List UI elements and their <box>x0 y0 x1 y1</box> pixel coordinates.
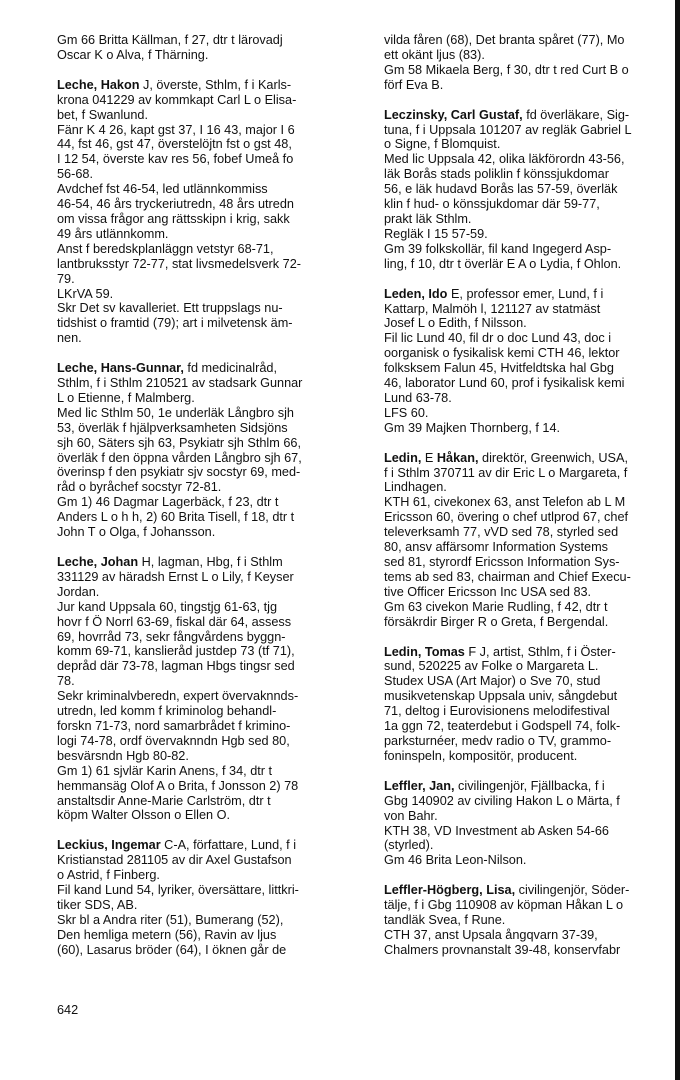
entry-line <box>57 674 355 689</box>
entry-line <box>57 301 355 316</box>
entry-line <box>57 197 355 212</box>
entry-text: LFS 60. <box>384 405 429 420</box>
entry-line <box>384 645 680 660</box>
biography-entry <box>384 779 680 868</box>
entry-line <box>57 719 355 734</box>
entry-line <box>57 704 355 719</box>
entry-text: KTH 38, VD Investment ab Asken 54-66 <box>384 823 609 838</box>
entry-text: H, lagman, Hbg, f i Sthlm <box>138 555 283 569</box>
entry-line <box>57 868 355 883</box>
entry-text: Gm 66 Britta Källman, f 27, dtr t lärovadj <box>57 33 283 47</box>
entry-line <box>384 928 680 943</box>
entry-line <box>57 495 355 510</box>
entry-line <box>384 137 680 152</box>
entry-text: Lindhagen. <box>384 480 447 495</box>
entry-text: Gm 1) 46 Dagmar Lagerbäck, f 23, dtr t <box>57 495 279 510</box>
entry-text: televerksamh 77, vVD sed 78, styrled sed <box>384 525 619 540</box>
entry-line <box>57 436 355 451</box>
entry-text: 46-54, 46 års tryckeriutredn, 48 års utredn <box>57 197 294 212</box>
entry-text: sed 81, styrordf Ericsson Information Sys- <box>384 555 620 569</box>
entry-text: F J, artist, Sthlm, f i Öster- <box>464 644 616 659</box>
entry-line <box>57 108 355 123</box>
scan-edge-shadow <box>675 0 680 1080</box>
entry-text: anstaltsdir Anne-Marie Carlström, dtr t <box>57 793 271 808</box>
entry-line <box>57 316 355 331</box>
entry-line <box>384 316 680 331</box>
entry-text: hemmansäg Olof A o Brita, f Jonsson 2) 78 <box>57 778 299 793</box>
entry-line <box>384 704 680 719</box>
entry-line <box>57 555 355 570</box>
entry-line <box>384 406 680 421</box>
entry-text: Chalmers provnanstalt 39-48, konservfabr <box>384 942 621 957</box>
entry-text: överläk f den öppna vården Långbro sjh 67, <box>57 450 302 465</box>
entry-headword: Leckius, Ingemar <box>57 838 161 853</box>
entry-text: Anders L o h h, 2) 60 Brita Tisell, f 18, dtr t <box>57 510 295 525</box>
entry-text: 49 års utlännkomm. <box>57 226 169 241</box>
entry-text: tiker SDS, AB. <box>57 897 138 912</box>
entry-headword: Leche, Hakon <box>57 77 140 92</box>
entry-line <box>384 376 680 391</box>
entry-text: 79. <box>57 271 75 286</box>
entry-line <box>384 809 680 824</box>
entry-text: vilda fåren (68), Det branta spåret (77), Mo <box>384 33 625 47</box>
entry-line <box>384 346 680 361</box>
entry-text: Sthlm, f i Sthlm 210521 av stadsark Gunnar <box>57 376 303 391</box>
entry-line <box>57 630 355 645</box>
entry-line <box>384 108 680 123</box>
entry-line <box>57 93 355 108</box>
entry-line <box>384 853 680 868</box>
entry-line <box>384 749 680 764</box>
entry-line <box>384 779 680 794</box>
entry-text: musikvetenskap Uppsala univ, sångdebut <box>384 689 618 704</box>
entry-line <box>57 167 355 182</box>
entry-line <box>57 376 355 391</box>
entry-headword: Leche, Johan <box>57 555 139 569</box>
entry-text: Skr bl a Andra riter (51), Bumerang (52), <box>57 912 284 927</box>
entry-text: 78. <box>57 674 75 689</box>
entry-text: forskn 71-73, nord samarbrådet f krimino- <box>57 718 291 733</box>
entry-text: E <box>421 450 437 465</box>
entry-line <box>57 510 355 525</box>
entry-text: ling, f 10, dtr t överlär E A o Lydia, f Ohlon. <box>384 256 622 271</box>
entry-line <box>384 540 680 555</box>
entry-text: 331129 av häradsh Ernst L o Lily, f Keyser <box>57 569 294 584</box>
entry-line <box>384 794 680 809</box>
entry-text: Oscar K o Alva, f Thärning. <box>57 47 209 62</box>
entry-line <box>57 525 355 540</box>
entry-text: 71, deltog i Eurovisionens melodifestival <box>384 704 610 719</box>
entry-line <box>57 152 355 167</box>
entry-text: tems ab sed 83, chairman and Chief Execu- <box>384 569 631 584</box>
entry-text: civilingenjör, Söder- <box>515 883 630 898</box>
entry-text: Lund 63-78. <box>384 390 452 405</box>
entry-text: logi 74-78, ordf övervaknndn Hgb sed 80, <box>57 733 290 748</box>
entry-line <box>57 853 355 868</box>
entry-line <box>57 794 355 809</box>
entry-text: Den hemliga metern (56), Ravin av ljus <box>57 927 277 942</box>
entry-line <box>384 615 680 630</box>
entry-text: KTH 61, civekonex 63, anst Telefon ab L M <box>384 495 626 510</box>
entry-line <box>57 600 355 615</box>
entry-text: Fänr K 4 26, kapt gst 37, I 16 43, major I 6 <box>57 122 295 137</box>
biography-entry <box>57 838 355 957</box>
entry-line <box>57 689 355 704</box>
entry-text: 56-68. <box>57 167 93 182</box>
entry-text: Med lic Sthlm 50, 1e underläk Långbro sjh <box>57 405 294 420</box>
entry-text: John T o Olga, f Johansson. <box>57 525 216 540</box>
entry-text: tälje, f i Gbg 110908 av köpman Håkan L o <box>384 898 624 913</box>
biography-entry <box>57 555 355 823</box>
biography-entry <box>384 108 680 272</box>
biography-entry <box>57 33 355 63</box>
entry-line <box>384 167 680 182</box>
entry-headword: Leden, Ido <box>384 286 448 301</box>
entry-text: tidshist o framtid (79); art i milvetensk äm- <box>57 316 293 331</box>
entry-text: Fil kand Lund 54, lyriker, översättare, littkri- <box>57 883 299 898</box>
right-column <box>384 33 680 958</box>
entry-text: o Astrid, f Finberg. <box>57 868 160 883</box>
entry-line <box>57 570 355 585</box>
entry-headword: Håkan, <box>436 450 479 465</box>
entry-text: lantbruksstyr 72-77, stat livsmedelsverk 72- <box>57 256 301 271</box>
entry-text: Anst f beredskplanläggn vetstyr 68-71, <box>57 241 274 256</box>
entry-text: parksturnéer, medv radio o TV, grammo- <box>384 733 612 748</box>
entry-text: 1a ggn 72, teaterdebut i Godspell 74, folk- <box>384 719 621 734</box>
entry-line <box>57 838 355 853</box>
entry-line <box>384 123 680 138</box>
entry-line <box>384 242 680 257</box>
entry-line <box>384 913 680 928</box>
entry-text: civilingenjör, Fjällbacka, f i <box>454 778 605 793</box>
entry-text: komm 69-71, kanslieråd justdep 73 (tf 71), <box>57 644 295 659</box>
entry-text: hovr f Ö Norrl 63-69, fiskal där 64, assess <box>57 614 292 629</box>
entry-text: 44, fst 46, gst 47, överstelöjtn fst o gst 48, <box>57 137 292 152</box>
entry-text: tuna, f i Uppsala 101207 av regläk Gabriel L <box>384 122 632 137</box>
entry-headword: Leffler-Högberg, Lisa, <box>384 883 516 898</box>
entry-text: Gm 63 civekon Marie Rudling, f 42, dtr t <box>384 599 608 614</box>
entry-line <box>57 764 355 779</box>
entry-text: Gm 58 Mikaela Berg, f 30, dtr t red Curt B o <box>384 62 629 77</box>
entry-text: Gm 39 Majken Thornberg, f 14. <box>384 420 561 435</box>
entry-line <box>384 734 680 749</box>
entry-text: fd överläkare, Sig- <box>522 107 630 122</box>
entry-text: Studex USA (Art Major) o Sve 70, stud <box>384 674 601 689</box>
entry-text: 56, e läk hudavd Borås las 57-59, överläk <box>384 182 618 197</box>
entry-headword: Leche, Hans-Gunnar, <box>57 361 184 376</box>
entry-line <box>57 182 355 197</box>
entry-text: o Signe, f Blomquist. <box>384 137 501 152</box>
entry-line <box>384 302 680 317</box>
entry-line <box>57 808 355 823</box>
entry-line <box>57 644 355 659</box>
entry-line <box>57 928 355 943</box>
entry-line <box>384 943 680 958</box>
entry-line <box>384 331 680 346</box>
biography-entry <box>384 287 680 436</box>
entry-text: Jur kand Uppsala 60, tingstjg 61-63, tjg <box>57 599 278 614</box>
entry-text: Gm 1) 61 sjvlär Karin Anens, f 34, dtr t <box>57 763 273 778</box>
entry-line <box>57 361 355 376</box>
entry-line <box>57 331 355 346</box>
entry-text: fd medicinalråd, <box>183 361 277 376</box>
entry-line <box>384 227 680 242</box>
entry-line <box>384 451 680 466</box>
entry-line <box>57 272 355 287</box>
entry-headword: Ledin, <box>384 450 422 465</box>
entry-text: krona 041229 av kommkapt Carl L o Elisa- <box>57 92 297 107</box>
entry-line <box>57 585 355 600</box>
entry-text: ett okänt ljus (83). <box>384 47 485 62</box>
entry-line <box>384 197 680 212</box>
entry-text: foninspeln, kompositör, producent. <box>384 748 578 763</box>
entry-line <box>57 212 355 227</box>
entry-line <box>384 480 680 495</box>
entry-line <box>384 257 680 272</box>
entry-line <box>384 391 680 406</box>
entry-text: Gbg 140902 av civiling Hakon L o Märta, f <box>384 793 620 808</box>
entry-text: sund, 520225 av Folke o Margareta L. <box>384 659 599 674</box>
entry-text: Fil lic Lund 40, fil dr o doc Lund 43, doc i <box>384 331 612 346</box>
entry-line <box>384 33 680 48</box>
entry-line <box>384 421 680 436</box>
entry-text: 53, överläk f hjälpverksamheten Sidsjöns <box>57 420 288 435</box>
entry-line <box>384 152 680 167</box>
entry-text: sjh 60, Säters sjh 63, Psykiatr sjh Sthlm 66, <box>57 435 301 450</box>
entry-text: von Bahr. <box>384 808 438 823</box>
entry-text: folksksem Falun 45, Hvitfeldtska hal Gbg <box>384 361 614 376</box>
entry-text: förf Eva B. <box>384 77 444 92</box>
entry-line <box>384 585 680 600</box>
entry-line <box>57 779 355 794</box>
entry-line <box>57 898 355 913</box>
entry-line <box>384 659 680 674</box>
entry-text: Gm 39 folkskollär, fil kand Ingegerd Asp- <box>384 241 612 256</box>
entry-line <box>57 465 355 480</box>
entry-line <box>57 734 355 749</box>
entry-line <box>384 495 680 510</box>
entry-text: råd o byråchef socstyr 72-81. <box>57 480 222 495</box>
entry-line <box>57 242 355 257</box>
entry-line <box>57 615 355 630</box>
entry-text: nen. <box>57 331 82 346</box>
biography-entry <box>57 361 355 540</box>
entry-text: L o Etienne, f Malmberg. <box>57 390 195 405</box>
entry-line <box>384 48 680 63</box>
entry-line <box>57 287 355 302</box>
entry-line <box>384 898 680 913</box>
entry-line <box>384 600 680 615</box>
entry-line <box>384 212 680 227</box>
entry-line <box>57 749 355 764</box>
entry-text: Kristianstad 281105 av dir Axel Gustafson <box>57 853 292 868</box>
entry-text: besvärsndn Hgb 80-82. <box>57 748 189 763</box>
entry-line <box>384 570 680 585</box>
entry-text: Ericsson 60, övering o chef utlprod 67, chef <box>384 510 629 525</box>
entry-line <box>57 48 355 63</box>
entry-line <box>384 361 680 376</box>
entry-headword: Leffler, Jan, <box>384 778 455 793</box>
entry-line <box>384 689 680 704</box>
entry-headword: Ledin, Tomas <box>384 644 465 659</box>
entry-text: Skr Det sv kavalleriet. Ett truppslags nu- <box>57 301 283 316</box>
entry-text: (60), Lasarus bröder (64), I öknen går de <box>57 942 287 957</box>
entry-line <box>57 33 355 48</box>
entry-line <box>384 287 680 302</box>
entry-line <box>57 137 355 152</box>
entry-text: om vissa frågor ang rättsskipn i krig, sakk <box>57 211 290 226</box>
entry-text: 80, ansv affärsomr Information Systems <box>384 540 609 555</box>
entry-text: Regläk I 15 57-59. <box>384 226 488 241</box>
entry-text: direktör, Greenwich, USA, <box>478 450 628 465</box>
entry-line <box>57 659 355 674</box>
entry-line <box>57 123 355 138</box>
entry-text: Jordan. <box>57 584 100 599</box>
entry-text: bet, f Swanlund. <box>57 107 148 122</box>
entry-line <box>57 227 355 242</box>
entry-text: tandläk Svea, f Rune. <box>384 913 506 928</box>
entry-text: Gm 46 Brita Leon-Nilson. <box>384 853 527 868</box>
entry-line <box>57 406 355 421</box>
entry-line <box>57 78 355 93</box>
entry-text: utredn, led komm f kriminolog behandl- <box>57 704 277 719</box>
biography-entry <box>384 33 680 93</box>
entry-headword: Leczinsky, Carl Gustaf, <box>384 107 523 122</box>
left-column <box>57 33 355 958</box>
entry-text: Med lic Uppsala 42, olika läkförordn 43-56, <box>384 152 625 167</box>
biography-entry <box>384 645 680 764</box>
entry-text: C-A, författare, Lund, f i <box>160 838 297 853</box>
entry-text: LKrVA 59. <box>57 286 114 301</box>
entry-text: köpm Walter Olsson o Ellen O. <box>57 808 230 823</box>
entry-line <box>384 883 680 898</box>
entry-line <box>384 555 680 570</box>
entry-line <box>57 883 355 898</box>
entry-line <box>384 78 680 93</box>
entry-line <box>57 391 355 406</box>
page-number: 642 <box>57 1003 79 1017</box>
entry-text: 69, hovrråd 73, sekr fångvårdens byggn- <box>57 629 286 644</box>
entry-text: prakt läk Sthlm. <box>384 211 472 226</box>
entry-line <box>57 451 355 466</box>
entry-text: (styrled). <box>384 838 434 853</box>
entry-line <box>384 510 680 525</box>
entry-line <box>384 838 680 853</box>
entry-text: 46, laborator Lund 60, prof i fysikalisk kemi <box>384 376 625 391</box>
entry-line <box>57 480 355 495</box>
biography-entry <box>57 78 355 346</box>
biography-entry <box>384 883 680 958</box>
entry-text: CTH 37, anst Upsala ångqvarn 37-39, <box>384 927 598 942</box>
entry-line <box>384 63 680 78</box>
entry-line <box>57 913 355 928</box>
entry-text: Josef L o Edith, f Nilsson. <box>384 316 527 331</box>
entry-text: läk Borås stads poliklin f könssjukdomar <box>384 167 609 182</box>
entry-text: Avdchef fst 46-54, led utlännkommiss <box>57 182 268 197</box>
entry-text: försäkrdir Birger R o Greta, f Bergendal. <box>384 614 609 629</box>
entry-text: I 12 54, överste kav res 56, fobef Umeå fo <box>57 152 294 167</box>
entry-text: J, överste, Sthlm, f i Karls- <box>139 77 292 92</box>
entry-text: f i Sthlm 370711 av dir Eric L o Margareta, f <box>384 465 628 480</box>
entry-line <box>384 182 680 197</box>
biography-entry <box>384 451 680 630</box>
entry-text: E, professor emer, Lund, f i <box>447 286 604 301</box>
entry-line <box>384 525 680 540</box>
entry-line <box>384 719 680 734</box>
entry-line <box>384 824 680 839</box>
entry-line <box>57 943 355 958</box>
entry-text: depråd där 73-78, lagman Hbgs tingsr sed <box>57 659 295 674</box>
entry-text: Sekr kriminalvberedn, expert övervaknnds- <box>57 689 299 704</box>
entry-text: Kattarp, Malmöh l, 121127 av statmäst <box>384 301 601 316</box>
entry-text: klin f hud- o könssjukdomar där 59-77, <box>384 197 600 212</box>
entry-line <box>57 257 355 272</box>
entry-line <box>384 674 680 689</box>
entry-text: tive Officer Ericsson Inc USA sed 83. <box>384 584 592 599</box>
entry-line <box>384 466 680 481</box>
entry-line <box>57 421 355 436</box>
entry-text: överinsp f den psykiatr sjv socstyr 69, med- <box>57 465 301 480</box>
entry-text: oorganisk o fysikalisk kemi CTH 46, lektor <box>384 346 620 361</box>
